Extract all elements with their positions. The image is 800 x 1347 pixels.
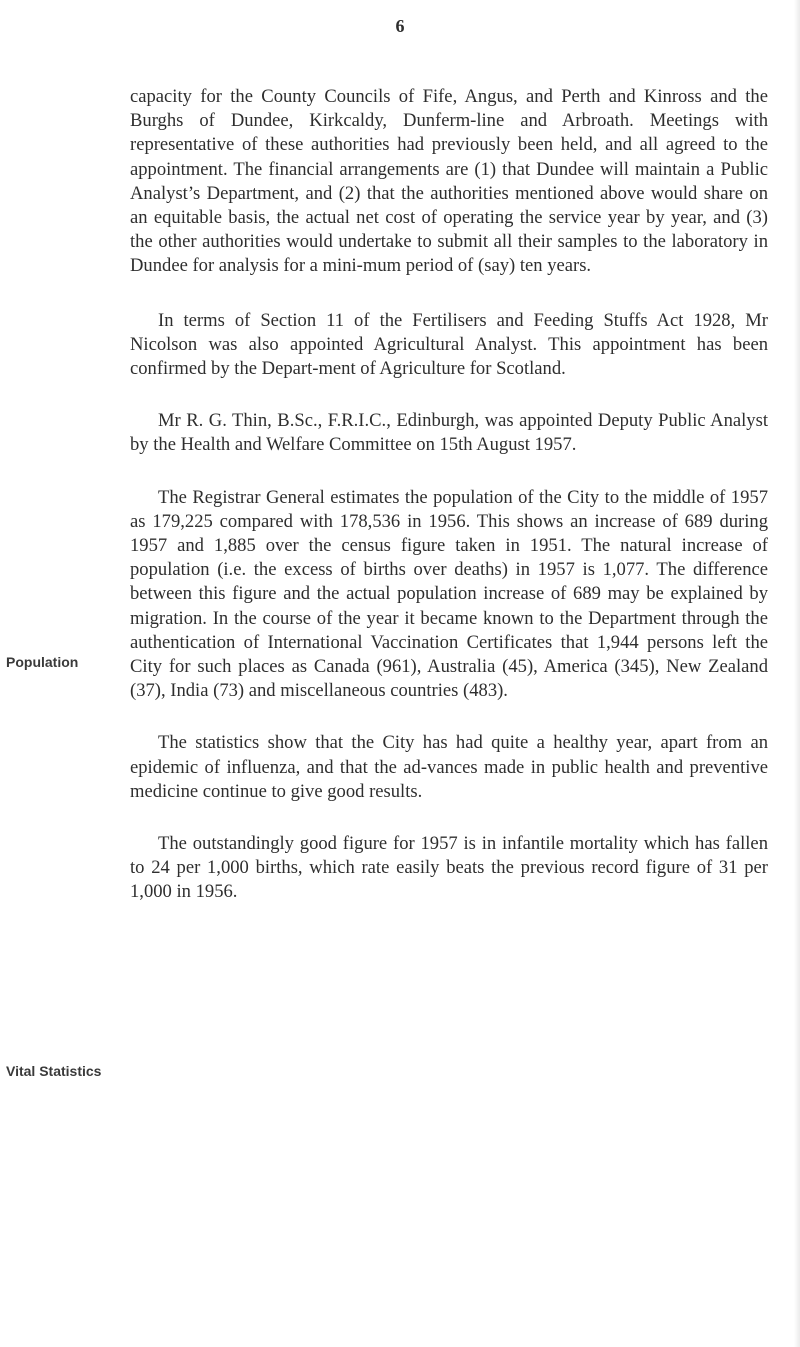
paragraph-analyst-arrangements: capacity for the County Councils of Fife, Angus, and Perth and Kinross and the Burghs of Dundee, Kirkcaldy, Dunferm-line and Arbroath. Meetings with representative of these authorities had previously been held, and all agreed to the appointment. The financial arrangements are (1) that Dundee will maintain a Public Analyst’s Department, and (2) that the authorities mentioned above would share on an equitable basis, the actual net cost of operating the service year by year, and (3) the other authorities would undertake to submit all their samples to the laboratory in Dundee for analysis for a mini-mum period of (say) ten years. [130,86,768,277]
paragraph-population: The Registrar General estimates the population of the City to the middle of 1957 as 179,225 compared with 178,536 in 1956. This shows an increase of 689 during 1957 and 1,885 over the census figure taken in 1951. The natural increase of population (i.e. the excess of births over deaths) in 1957 is 1,077. The difference between this figure and the actual population increase of 689 may be explained by migration. In the course of the year it became known to the Department through the authentication of International Vaccination Certificates that 1,944 persons left the City for such places as Canada (961), Australia (45), America (345), New Zealand (37), India (73) and miscellaneous countries (483). [130,486,768,702]
paragraph-infantile-mortality: The outstandingly good figure for 1957 is in infantile mortality which has fallen to 24 per 1,000 births, which rate easily beats the previous record figure of 31 per 1,000 in 1956. [130,833,768,903]
paragraph-vital-statistics: The statistics show that the City has had quite a healthy year, apart from an epidemic of influenza, and that the ad-vances made in public health and preventive medicine continue to give good results. [130,732,768,802]
paragraph-deputy-analyst: Mr R. G. Thin, B.Sc., F.R.I.C., Edinburgh, was appointed Deputy Public Analyst by the Health and Welfare Committee on 15th August 1957. [130,410,768,456]
paragraph-agricultural-analyst: In terms of Section 11 of the Fertilisers and Feeding Stuffs Act 1928, Mr Nicolson was also appointed Agricultural Analyst. This appointment has been confirmed by the Depart-ment of Agriculture for Scotland. [130,309,768,380]
page-number: 6 [395,16,405,36]
margin-heading-vital-statistics: Vital Statistics [6,1063,102,1079]
body-text [130,85,768,905]
margin-heading-population: Population [6,654,79,670]
page-edge-shadow [794,0,800,1347]
